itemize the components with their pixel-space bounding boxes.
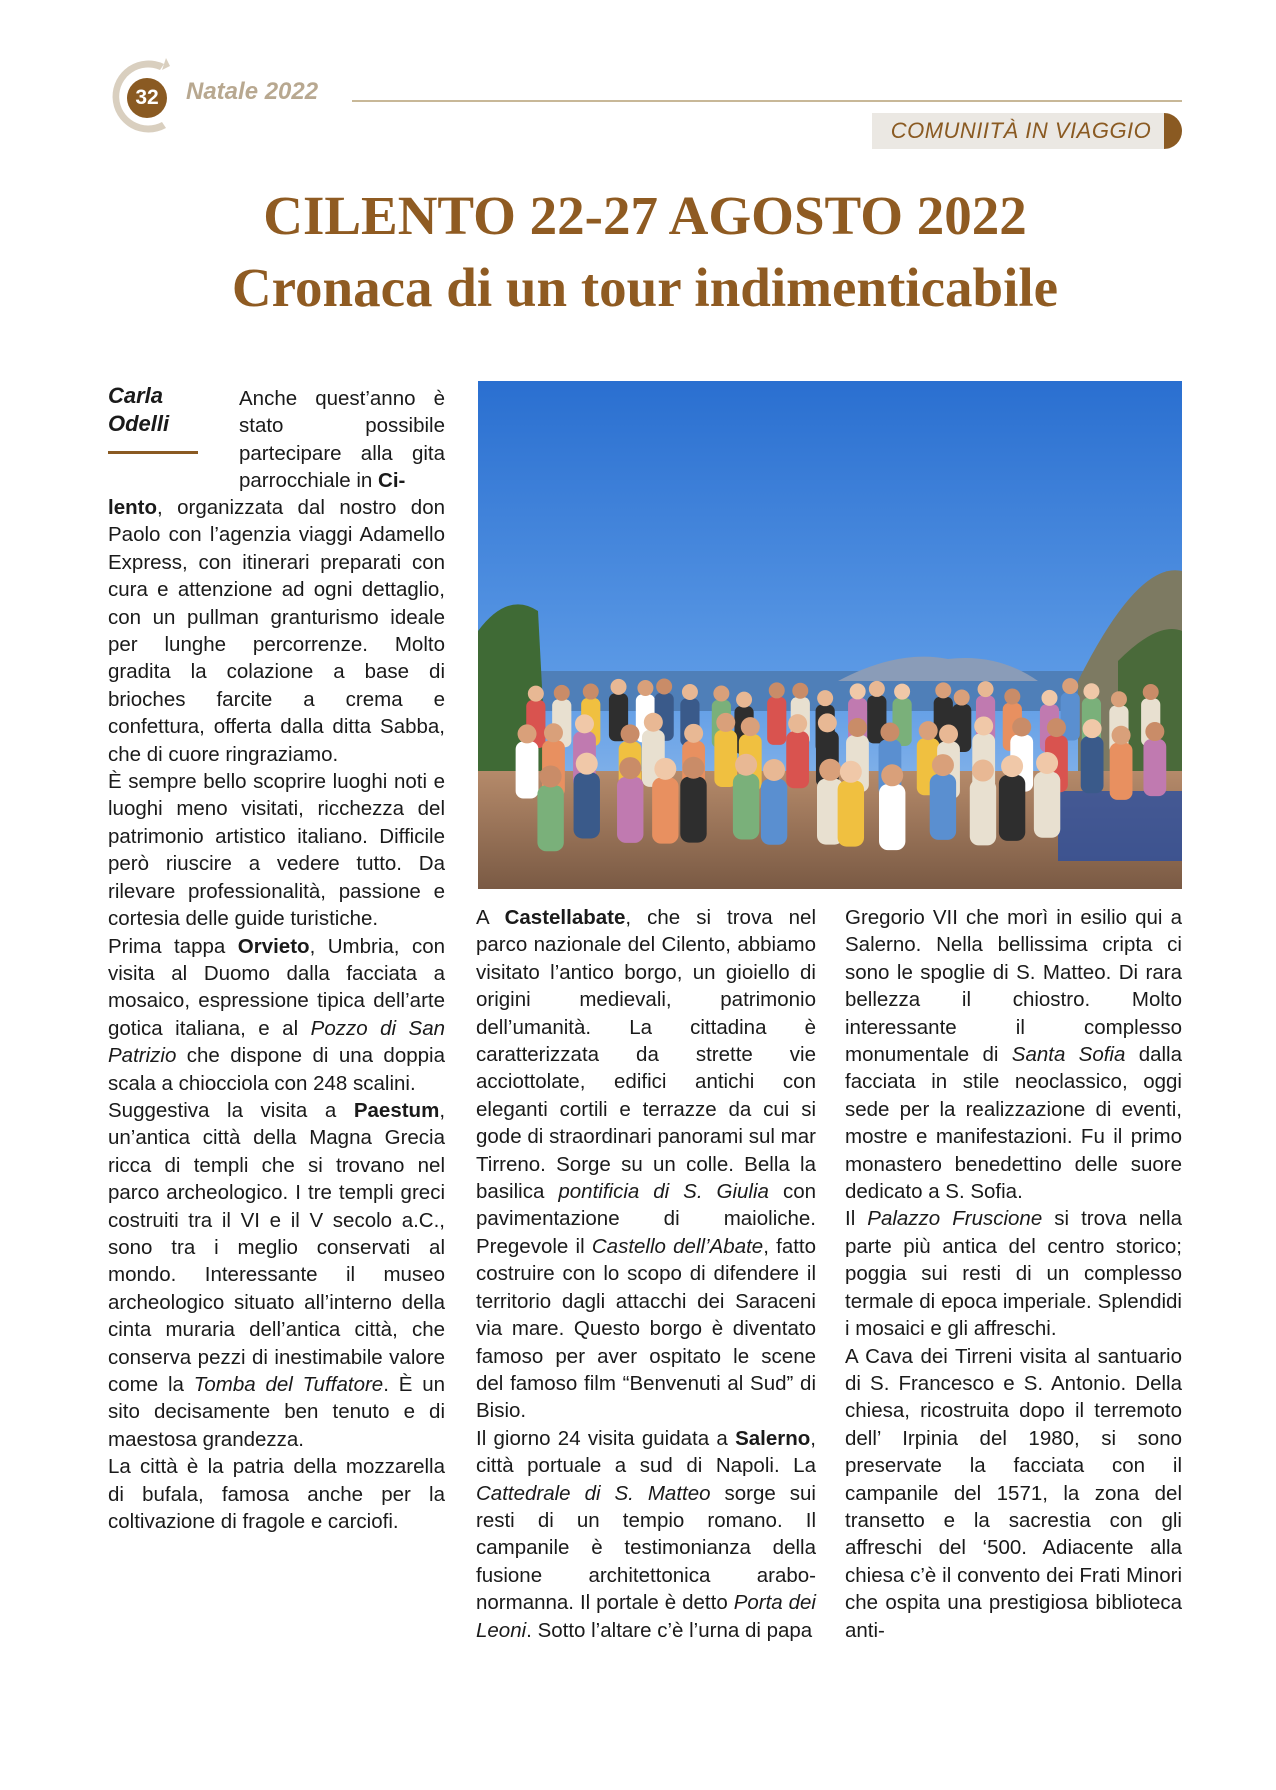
paragraph [108, 494, 445, 768]
paragraph [239, 385, 445, 495]
text: dalla facciata in stile neoclassico, oggi sede per la realizzazione di eventi, mostre e manifestazioni. Fu il primo monastero benedettino delle suore dedicato a S. Sofia. [845, 1043, 1183, 1204]
paragraph [476, 1425, 816, 1644]
text: Suggestiva la visita a [108, 1098, 337, 1122]
text: . Sotto l’altare c’è l’urna di papa [526, 1618, 813, 1642]
section-tag: COMUNIITÀ IN VIAGGIO [872, 113, 1170, 149]
person-body [999, 775, 1025, 841]
text: si trova nella parte più antica del centro storico; poggia sui resti di un complesso termale di epoca imperiale. Splendidi i mosaici e gli affreschi. [845, 1207, 1183, 1341]
person-body [680, 777, 706, 843]
person-head [840, 761, 862, 783]
text: con pavimentazione di maioliche. Pregevole il [476, 1180, 816, 1258]
text: Il [845, 1207, 856, 1231]
person-head [656, 679, 672, 695]
person-head [1001, 755, 1023, 777]
author-underline [108, 451, 198, 454]
person-head [935, 682, 951, 698]
paragraph [108, 1097, 445, 1453]
column-3 [845, 904, 1182, 1644]
text: che dispone di una doppia scala a chiocciola con 248 scalini. [108, 1044, 445, 1095]
text: , Umbria, con visita al Duomo dalla facciata a mosaico, espressione tipica dell’arte gotica italiana, e al [108, 934, 446, 1040]
paragraph [108, 933, 445, 1097]
person-head [644, 713, 663, 732]
header-divider [352, 100, 1182, 102]
person-head [763, 759, 785, 781]
person-head [621, 724, 640, 743]
person-body [930, 774, 956, 840]
place-name: Castellabate [504, 906, 626, 929]
person-head [792, 683, 808, 699]
text: Gregorio VII che morì in esilio qui a Salerno. Nella bellissima cripta ci sono le spoglie di S. Matteo. Di rara bellezza il chiostro. Molto interessante il complesso monumentale di [845, 906, 1182, 1067]
person-head [932, 754, 954, 776]
person-body [733, 774, 759, 840]
author-first-name: Carla [108, 383, 164, 408]
text: Il giorno 24 visita guidata a [476, 1426, 728, 1450]
person-head [684, 724, 703, 743]
person-head [576, 753, 598, 775]
person-head [1004, 689, 1020, 705]
place-name: Paestum [353, 1098, 440, 1122]
issue-label: Natale 2022 [186, 78, 319, 105]
person-head [881, 764, 903, 786]
person-head [654, 758, 676, 780]
person-head [1143, 684, 1159, 700]
person-head [735, 754, 757, 776]
text: A [476, 906, 489, 929]
person-body [970, 779, 996, 845]
person-body [879, 784, 905, 850]
place-name: Ci- [378, 469, 406, 493]
person-head [637, 680, 653, 696]
column-1 [108, 494, 445, 1535]
person-head [1111, 691, 1127, 707]
place-name: Orvieto [237, 934, 310, 958]
person-head [1012, 717, 1031, 736]
person-head [978, 681, 994, 697]
person-head [880, 723, 899, 742]
person-head [972, 760, 994, 782]
person-head [682, 684, 698, 700]
italic-name: Castello dell’Abate [591, 1234, 764, 1258]
person-head [817, 690, 833, 706]
person-head [850, 683, 866, 699]
text: , fatto costruire con lo scopo di difendere il territorio dagli attacchi dei Saraceni via mare. Questo borgo è diventato famoso per aver ospitato le scene del famoso film “Benvenuti al Sud” di Bisio. [476, 1234, 817, 1423]
person-head [518, 724, 537, 743]
person-body [767, 697, 786, 745]
text: , organizzata dal nostro don Paolo con l’agenzia viaggi Adamello Express, con itinerari preparati con cura e attenzione ad ogni dettaglio, con un pullman granturismo ideale per lunghe percorrenze. Molto gradita la colazione a base di brioches farcite a crema e confettura, offerta dalla ditta Sabba, che di cuore ringraziamo. [108, 496, 445, 766]
person-head [1145, 722, 1164, 741]
person-head [869, 681, 885, 697]
italic-name: Palazzo Fruscione [867, 1207, 1043, 1231]
italic-name: pontificia di S. Giulia [558, 1180, 769, 1204]
person-body [1110, 743, 1133, 800]
italic-name: Porta dei Leoni [476, 1591, 816, 1642]
person-head [575, 714, 594, 733]
person-head [619, 757, 641, 779]
person-body [1143, 739, 1166, 796]
person-head [1112, 726, 1131, 745]
paragraph [845, 904, 1182, 1205]
italic-name: Santa Sofia [1011, 1043, 1126, 1067]
text: Anche quest’anno è stato possibile partecipare alla gita parrocchiale in [239, 387, 445, 493]
person-head [819, 759, 841, 781]
person-head [583, 684, 599, 700]
person-head [540, 765, 562, 787]
paragraph [845, 1205, 1182, 1342]
person-head [1036, 752, 1058, 774]
page-number: 32 [127, 78, 167, 118]
person-head [736, 692, 752, 708]
person-head [919, 721, 938, 740]
person-body [786, 731, 809, 788]
group-photo [478, 381, 1182, 889]
person-body [761, 779, 787, 845]
author-byline [108, 382, 169, 438]
text: sorge sui resti di un tempio romano. Il campanile è testimonianza della fusione architettonica arabo-normanna. Il portale è detto [476, 1481, 816, 1615]
person-head [1047, 718, 1066, 737]
column-1-intro [239, 385, 445, 495]
text: . È un sito decisamente ben tenuto e di maestosa grandezza. [108, 1373, 446, 1451]
person-body [574, 772, 600, 838]
italic-name: Pozzo di San Patrizio [108, 1016, 445, 1068]
italic-name: Cattedrale di S. Matteo [476, 1481, 711, 1505]
section-tag-cap [1164, 113, 1182, 149]
person-body [1034, 772, 1060, 838]
article-title: CILENTO 22-27 AGOSTO 2022 [263, 185, 1027, 246]
paragraph [476, 904, 816, 1425]
person-head [741, 717, 760, 736]
person-head [554, 685, 570, 701]
person-head [894, 684, 910, 700]
person-head [769, 682, 785, 698]
person-head [1083, 719, 1102, 738]
person-head [682, 757, 704, 779]
person-head [716, 713, 735, 732]
person-head [818, 713, 837, 732]
person-head [974, 716, 993, 735]
column-2 [476, 904, 816, 1644]
place-name: Salerno [735, 1426, 811, 1450]
text: , un’antica città della Magna Grecia ricca di templi che si trovano nel parco archeologico. I tre templi greci costruiti tra il VI e il V secolo a.C., sono tra i meglio conservati al mondo. Interessante il museo archeologico situato all’interno della cinta muraria dell’antica città, che conserva pezzi di inestimabile valore come la [108, 1098, 446, 1396]
person-body [838, 781, 864, 847]
article-subtitle: Cronaca di un tour indimenticabile [231, 257, 1059, 318]
italic-name: Tomba del Tuffatore [193, 1373, 384, 1396]
person-head [611, 679, 627, 695]
place-name: lento [108, 496, 157, 519]
person-body [516, 742, 539, 799]
author-last-name: Odelli [108, 411, 170, 436]
person-head [1041, 690, 1057, 706]
person-body [1081, 736, 1104, 793]
person-head [939, 725, 958, 744]
person-body [537, 785, 563, 851]
person-head [1083, 683, 1099, 699]
text: Prima tappa [108, 934, 226, 958]
person-head [713, 686, 729, 702]
text: , città portuale a sud di Napoli. La [476, 1426, 816, 1478]
person-head [848, 718, 867, 737]
person-body [652, 778, 678, 844]
paragraph: A Cava dei Tirreni visita al santuario di S. Francesco e S. Antonio. Della chiesa, ricostruita dopo il terremoto dell’ Irpinia del 1980, si sono preservate la facciata con il campanile del 1571, la zona del transetto e la sacrestia con gli affreschi del ‘500. Adiacente alla chiesa c’è il convento dei Frati Minori che ospita una prestigiosa biblioteca anti- [845, 1344, 1182, 1642]
paragraph: La città è la patria della mozzarella di bufala, famosa anche per la coltivazione di fragole e carciofi. [108, 1455, 445, 1534]
text: , che si trova nel parco nazionale del Cilento, abbiamo visitato l’antico borgo, un gioiello di origini medievali, patrimonio dell’umanità. La cittadina è caratterizzata da strette vie acciottolate, edifici antichi con eleganti cortili e terrazze da cui si gode di straordinari panorami sul mar Tirreno. Sorge su un colle. Bella la basilica [476, 906, 817, 1204]
person-body [714, 730, 737, 787]
person-head [954, 690, 970, 706]
person-head [788, 714, 807, 733]
paragraph: È sempre bello scoprire luoghi noti e luoghi meno visitati, ricchezza del patrimonio artistico italiano. Difficile però riuscire a vedere tutto. Da rilevare professionalità, passione e cortesia delle guide turistiche. [108, 770, 445, 931]
person-head [544, 723, 563, 742]
person-head [1062, 678, 1078, 694]
person-head [528, 686, 544, 702]
person-body [617, 777, 643, 843]
